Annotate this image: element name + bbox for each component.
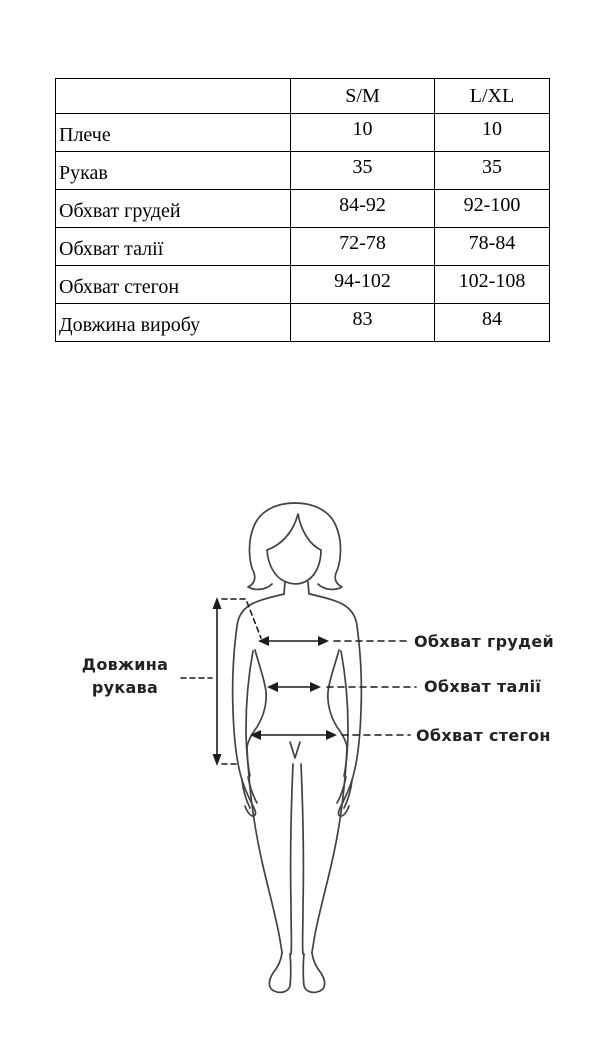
value-lxl: 84 <box>435 304 550 342</box>
value-sm: 10 <box>291 114 435 152</box>
value-lxl: 35 <box>435 152 550 190</box>
value-lxl: 10 <box>435 114 550 152</box>
hips-arrow <box>250 730 410 740</box>
value-sm: 94-102 <box>291 266 435 304</box>
measurement-annotations <box>181 597 416 766</box>
sleeve-length-label-line1: Довжина <box>81 655 169 674</box>
row-label: Обхват грудей <box>56 190 291 228</box>
value-lxl: 78-84 <box>435 228 550 266</box>
body-outline <box>233 503 362 992</box>
hair-left-path <box>248 503 295 589</box>
right-foot-path <box>303 953 324 992</box>
hair-right-path <box>295 503 342 589</box>
row-label: Рукав <box>56 152 291 190</box>
left-leg-outer-path <box>247 747 282 953</box>
header-size-lxl: L/XL <box>435 79 550 114</box>
value-sm: 35 <box>291 152 435 190</box>
value-lxl: 92-100 <box>435 190 550 228</box>
value-sm: 84-92 <box>291 190 435 228</box>
left-foot-path <box>269 953 290 992</box>
hips-label: Обхват стегон <box>416 726 551 745</box>
value-lxl: 102-108 <box>435 266 550 304</box>
row-label: Плече <box>56 114 291 152</box>
chest-arrow <box>258 636 407 646</box>
sleeve-length-label-line2: рукава <box>91 678 159 697</box>
right-arm-outer-path <box>310 594 361 816</box>
row-label: Обхват стегон <box>56 266 291 304</box>
left-leg-inner-path <box>291 764 293 954</box>
right-leg-outer-path <box>312 747 347 953</box>
left-arm-outer-path <box>233 594 284 816</box>
value-sm: 83 <box>291 304 435 342</box>
waist-arrow <box>267 682 416 692</box>
fringe-path <box>267 514 321 550</box>
row-label: Обхват талії <box>56 228 291 266</box>
waist-label: Обхват талії <box>424 677 542 696</box>
right-leg-inner-path <box>301 764 303 954</box>
sleeve-length-label <box>70 653 180 699</box>
face-path <box>267 550 321 584</box>
row-label: Довжина виробу <box>56 304 291 342</box>
right-hand-path <box>337 777 352 808</box>
right-arm-inner-path <box>341 651 348 776</box>
header-size-sm: S/M <box>291 79 435 114</box>
chest-label: Обхват грудей <box>414 632 554 651</box>
value-sm: 72-78 <box>291 228 435 266</box>
crotch-notch-path <box>290 742 300 758</box>
